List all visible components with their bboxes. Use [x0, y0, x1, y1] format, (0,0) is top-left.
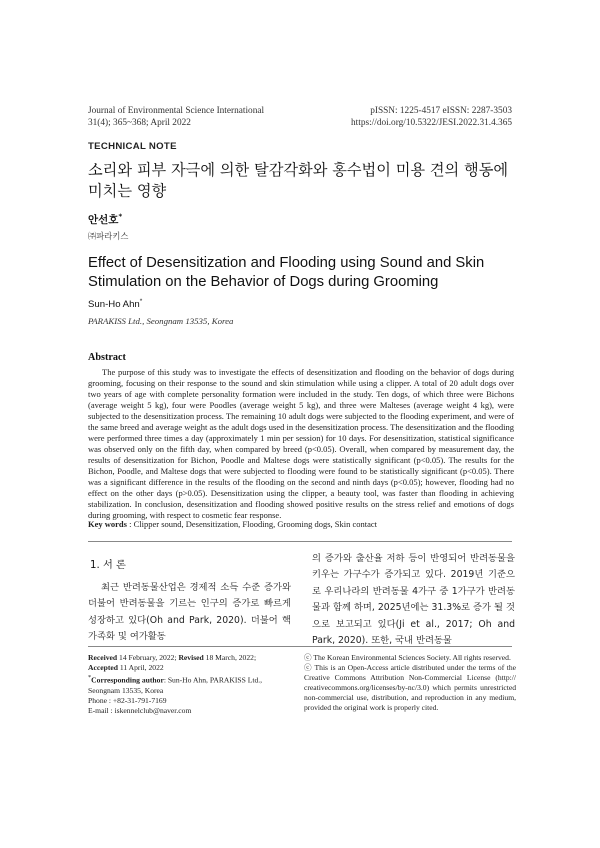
- dates-line-1: [88, 653, 293, 663]
- divider-footer: [88, 646, 512, 647]
- english-affiliation: PARAKISS Ltd., Seongnam 13535, Korea: [88, 316, 234, 326]
- received-date: 14 February, 2022;: [119, 653, 177, 662]
- keywords-label: Key words: [88, 519, 127, 529]
- english-author-name: Sun-Ho Ahn: [88, 299, 140, 311]
- revised-label: Revised: [178, 653, 204, 662]
- body-right-column: 의 증가와 출산율 저하 등이 반영되어 반려동물을 키우는 가구수가 증가되고 있다. 2019년 기준으로 우리나라의 반려동물 4가구 중 1가구가 반려동물과 함께 하며, 2025년에는 31.3%로 증가 될 것으로 보고되고 있다(Ji et al., 2017; Oh and Park, 2020). 또한, 국내 반려동물: [312, 553, 515, 647]
- corresponding-label: Corresponding author: [91, 675, 164, 685]
- license-notice: ⓒ This is an Open-Access article distributed under the terms of the Creative Commons Attribution Non-Commercial License (http:// creativecommons.org/licenses/by-nc/3.0) which permits unrestricted non-commercial use, distribution, and reproduction in any medium, provided the original work is properly cited.: [304, 663, 516, 712]
- revised-date: 18 March, 2022;: [205, 653, 257, 662]
- footer-license: [304, 653, 516, 713]
- journal-header-right: [252, 105, 512, 129]
- english-title: Effect of Desensitization and Flooding using Sound and Skin Stimulation on the Behavior of Dogs during Grooming: [88, 255, 485, 290]
- korean-title: 소리와 피부 자극에 의한 탈감각화와 홍수법이 미용 견의 행동에 미치는 영향: [88, 161, 509, 200]
- email[interactable]: E-mail : iskennelclub@naver.com: [88, 705, 192, 715]
- doi-link[interactable]: https://doi.org/10.5322/JESI.2022.31.4.365: [351, 118, 512, 128]
- korean-author-mark: *: [118, 212, 123, 221]
- keywords-text: Clipper sound, Desensitization, Flooding, Grooming dogs, Skin contact: [133, 519, 378, 529]
- keywords: [88, 519, 514, 530]
- abstract-text: The purpose of this study was to investigate the effects of desensitization and flooding on the behavior of dogs during grooming, focusing on their response to the sound and skin stimulation while using a clipper. A total of 20 adult dogs over two years of age with complete personality formation were included in the study. Ten dogs, of which three were Bichons (average weight 5 kg), four were Poodles (average weight 5 kg), and three were Malteses (average weight 4 kg), were subjected to the desensitization process. The remaining 10 adult dogs were subjected to the flooding experiment, and were of the same breed and average weight as the adult dogs used in the desensitization process. The desensitization and the flooding were performed three times a day (approximately 1 min per session) for 10 days. For desensitization, statistical significance was observed only on the fifth day, when compared by breed (p<0.05). Overall, when compared by measurement day, the results of desensitization for Bichon, Poodle and Maltese dogs were statistically significant (p<0.05). The results for the Bichon, Poodle, and Maltese dogs that were subjected to flooding were found to be statistically significant (p<0.05). There was a significant difference in the results of the flooding on the second and ninth days (p<0.05); however, flooding had no effect on the other days (p>0.05). Desensitization using the clipper, a beauty tool, was faster than flooding in achieving stabilization. In conclusion, desensitization and flooding showed positive results on the stress relief and emotions of dogs during grooming, with respect to cosmetic fear response.: [88, 367, 514, 520]
- article-type: TECHNICAL NOTE: [88, 141, 177, 152]
- phone: Phone : +82-31-791-7169: [88, 695, 167, 705]
- korean-author: [88, 212, 122, 227]
- english-author-mark: *: [139, 298, 143, 305]
- volume-pages: 31(4); 365~368; April 2022: [88, 118, 191, 128]
- issn: pISSN: 1225-4517 eISSN: 2287-3503: [370, 106, 512, 116]
- corresponding-text: : Sun-Ho Ahn, PARAKISS Ltd., Seongnam 13535, Korea: [88, 675, 263, 695]
- korean-affiliation: ㈜파라키스: [88, 231, 129, 241]
- section-heading-introduction: 1. 서 론: [90, 560, 126, 571]
- body-left-column: 최근 반려동물산업은 경제적 소득 수준 증가와 더불어 반려동물을 기르는 인구의 증가로 빠르게 성장하고 있다(Oh and Park, 2020). 더불어 핵가족화 및 여가활동: [88, 582, 291, 643]
- copyright-notice: ⓒ The Korean Environmental Sciences Society. All rights reserved.: [304, 653, 511, 662]
- abstract-heading: Abstract: [88, 352, 126, 363]
- corresponding-author: [88, 673, 293, 696]
- accepted-label: Accepted: [88, 663, 118, 672]
- received-label: Received: [88, 653, 118, 662]
- accepted-date: 11 April, 2022: [119, 663, 164, 672]
- journal-name: Journal of Environmental Science International: [88, 106, 265, 116]
- keywords-separator: :: [126, 519, 134, 529]
- dates-line-2: [88, 663, 293, 673]
- english-author: [88, 298, 142, 310]
- korean-author-name: 안선호: [88, 214, 119, 226]
- footer-article-info: [88, 653, 293, 716]
- divider-top: [88, 541, 512, 542]
- corresponding-mark: *: [88, 674, 92, 681]
